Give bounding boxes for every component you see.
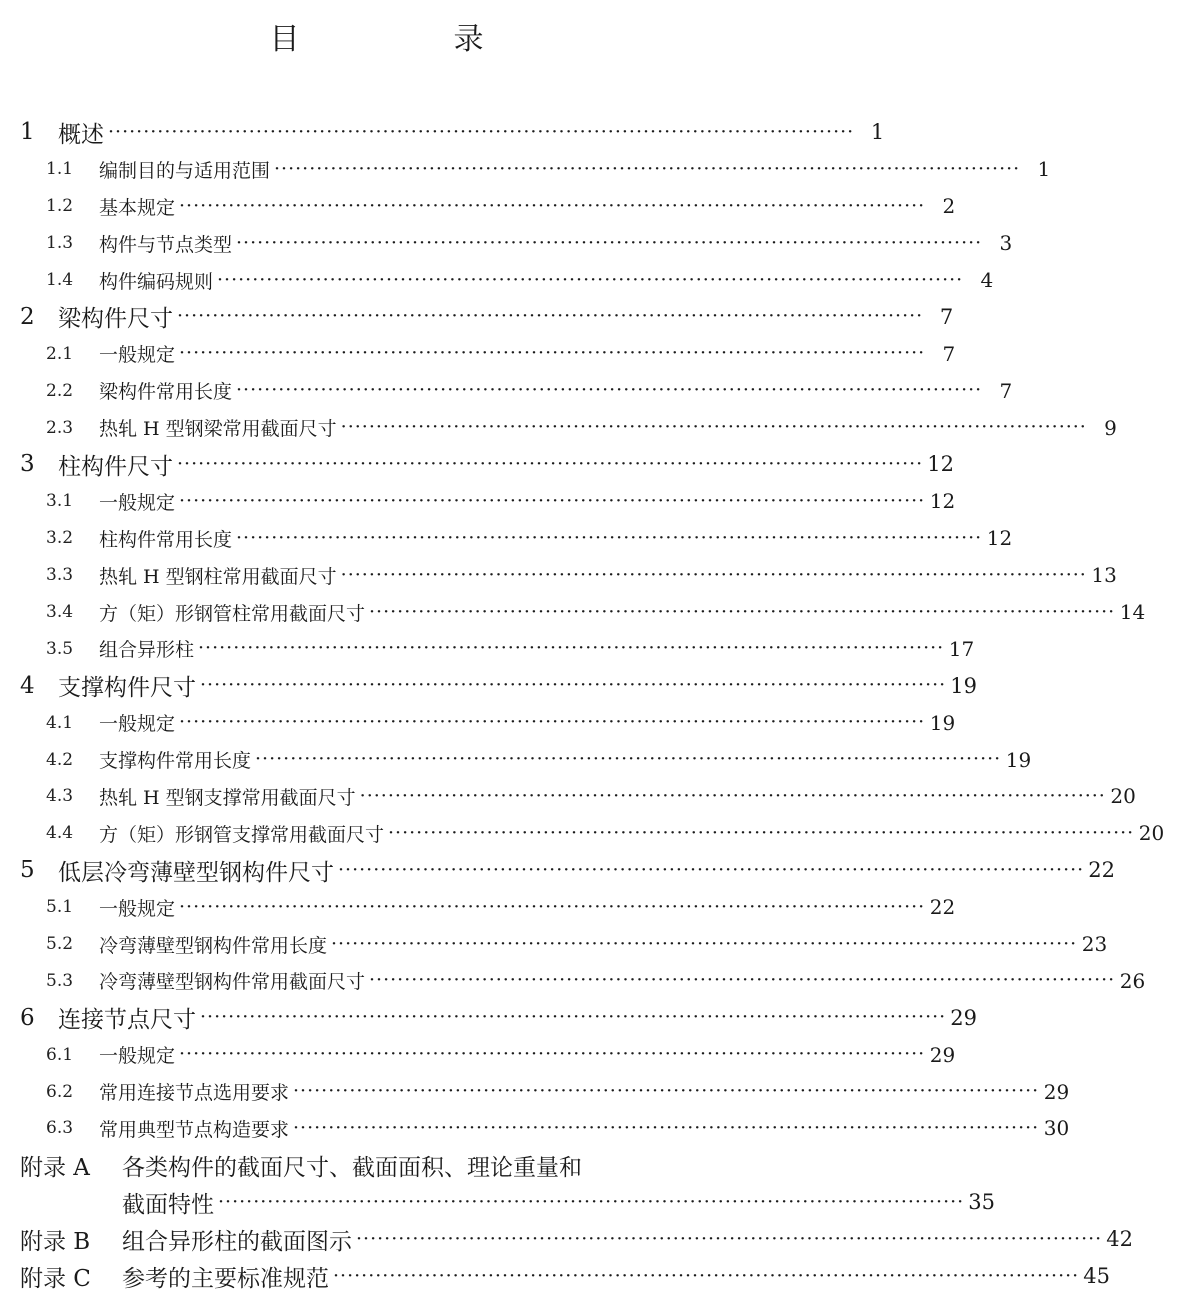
entry-page-number: 20: [1138, 821, 1165, 846]
toc-chapter-entry[interactable]: [0, 114, 885, 151]
dot-leader: ··········································································································: [217, 268, 964, 291]
entry-page-number: 7: [942, 341, 956, 366]
entry-number: 4.2: [46, 749, 74, 770]
dot-leader: ··········································································································: [218, 1190, 965, 1213]
dot-leader: ··········································································································: [369, 600, 1116, 623]
toc-section-entry[interactable]: [0, 815, 1165, 852]
dot-leader: ··········································································································: [179, 895, 926, 918]
entry-title: 一般规定: [99, 897, 176, 920]
toc-appendix-entry[interactable]: [0, 1221, 1133, 1258]
dot-leader: ··········································································································: [369, 969, 1116, 992]
entry-title: 方（矩）形钢管柱常用截面尺寸: [99, 602, 366, 625]
toc-section-entry[interactable]: [0, 889, 956, 926]
entry-number: 2.2: [46, 380, 74, 401]
dot-leader: ··········································································································: [198, 637, 945, 660]
entry-page-number: 19: [1005, 747, 1032, 772]
dot-leader: ··········································································································: [236, 526, 983, 549]
dot-leader: ··········································································································: [179, 489, 926, 512]
dot-leader: ··········································································································: [331, 932, 1078, 955]
entry-title: 各类构件的截面尺寸、截面面积、理论重量和: [122, 1154, 582, 1181]
entry-page-number: 22: [1088, 858, 1115, 883]
entry-page-number: 23: [1081, 932, 1108, 957]
entry-title: 组合异形柱的截面图示: [122, 1228, 352, 1255]
entry-number: 5.3: [46, 970, 74, 991]
entry-page-number: 29: [950, 1005, 977, 1030]
entry-page-number: 30: [1043, 1116, 1070, 1141]
toc-section-entry[interactable]: [0, 1073, 1070, 1110]
entry-page-number: 2: [942, 194, 956, 219]
entry-page-number: 17: [948, 636, 975, 661]
dot-leader: ··········································································································: [179, 194, 926, 217]
entry-number: 4.3: [46, 786, 74, 807]
entry-title: 一般规定: [99, 344, 176, 367]
toc-section-entry[interactable]: [0, 962, 1146, 999]
table-of-contents: [0, 114, 1165, 1295]
dot-leader: ··········································································································: [340, 416, 1087, 439]
entry-page-number: 7: [939, 304, 954, 329]
entry-page-number: 12: [927, 452, 954, 477]
dot-leader: ··········································································································: [255, 748, 1002, 771]
entry-number: 5.1: [46, 897, 74, 918]
dot-leader: ··········································································································: [293, 1080, 1040, 1103]
entry-number: 2.1: [46, 343, 74, 364]
entry-title: 连接节点尺寸: [58, 1007, 196, 1034]
entry-number: 1: [20, 119, 35, 146]
entry-number: 6.2: [46, 1081, 74, 1102]
toc-section-entry[interactable]: [0, 335, 956, 372]
entry-number: 3.3: [46, 565, 74, 586]
entry-page-number: 22: [929, 895, 956, 920]
entry-title: 热轧 H 型钢梁常用截面尺寸: [99, 418, 337, 441]
toc-section-entry[interactable]: [0, 409, 1117, 446]
entry-title: 冷弯薄壁型钢构件常用截面尺寸: [99, 971, 366, 994]
toc-section-entry[interactable]: [0, 225, 1013, 262]
entry-title: 柱构件尺寸: [58, 453, 173, 480]
toc-chapter-entry[interactable]: [0, 999, 977, 1036]
entry-page-number: 20: [1110, 784, 1136, 809]
entry-page-number: 1: [870, 120, 885, 145]
toc-section-entry[interactable]: [0, 262, 994, 299]
entry-number: 5.2: [46, 934, 74, 955]
dot-leader: ··········································································································: [274, 157, 1021, 180]
dot-leader: ··········································································································: [200, 674, 947, 697]
toc-section-entry[interactable]: [0, 557, 1117, 594]
entry-page-number: 35: [968, 1190, 995, 1215]
entry-title: 一般规定: [99, 491, 176, 514]
toc-chapter-entry[interactable]: [0, 852, 1115, 889]
entry-page-number: 26: [1119, 968, 1146, 993]
dot-leader: ··········································································································: [179, 711, 926, 734]
entry-page-number: 7: [999, 378, 1013, 403]
toc-section-entry[interactable]: [0, 188, 956, 225]
entry-page-number: 29: [929, 1042, 956, 1067]
entry-page-number: 4: [980, 268, 994, 292]
entry-title: 构件编码规则: [99, 270, 214, 293]
dot-leader: ··········································································································: [340, 563, 1087, 586]
entry-page-number: 45: [1083, 1264, 1110, 1289]
entry-page-number: 19: [950, 673, 977, 698]
entry-title: 支撑构件尺寸: [58, 675, 196, 702]
toc-section-entry[interactable]: [0, 483, 956, 520]
entry-page-number: 14: [1119, 600, 1146, 625]
entry-title: 组合异形柱: [99, 639, 195, 662]
entry-page-number: 12: [986, 526, 1013, 551]
dot-leader: ··········································································································: [356, 1227, 1103, 1250]
entry-number: 4: [20, 672, 35, 699]
toc-section-entry[interactable]: [0, 520, 1013, 557]
entry-title: 支撑构件常用长度: [99, 750, 252, 773]
toc-section-entry[interactable]: [0, 630, 975, 667]
toc-chapter-entry[interactable]: [0, 667, 977, 704]
toc-section-entry[interactable]: [0, 151, 1051, 188]
toc-section-entry[interactable]: [0, 778, 1136, 815]
entry-number: 3: [20, 451, 35, 478]
entry-title: 一般规定: [99, 1045, 176, 1068]
entry-title: 一般规定: [99, 713, 176, 736]
toc-appendix-entry-continuation[interactable]: [0, 1184, 995, 1221]
entry-page-number: 42: [1106, 1227, 1133, 1252]
page-title: 目 录: [269, 22, 546, 57]
entry-number: 3.2: [46, 528, 74, 549]
entry-title: 编制目的与适用范围: [99, 159, 271, 182]
entry-title: 冷弯薄壁型钢构件常用长度: [99, 934, 328, 957]
toc-appendix-entry[interactable]: [0, 1258, 1110, 1295]
entry-page-number: 13: [1091, 563, 1117, 588]
entry-number: 6.1: [46, 1044, 74, 1065]
entry-number: 1.4: [46, 270, 74, 290]
entry-page-number: 3: [999, 231, 1013, 256]
toc-appendix-entry[interactable]: [0, 1147, 753, 1184]
entry-page-number: 9: [1104, 415, 1117, 440]
toc-section-entry[interactable]: [0, 594, 1146, 631]
toc-section-entry[interactable]: [0, 372, 1013, 409]
entry-number: 6.3: [46, 1118, 74, 1139]
entry-number: 1.3: [46, 233, 74, 254]
entry-title: 截面特性: [122, 1191, 214, 1218]
dot-leader: ··········································································································: [388, 821, 1135, 844]
entry-number: 2: [20, 303, 35, 330]
dot-leader: ··········································································································: [177, 452, 924, 475]
toc-chapter-entry[interactable]: [0, 446, 954, 483]
toc-section-entry[interactable]: [0, 926, 1108, 963]
dot-leader: ··········································································································: [200, 1006, 947, 1029]
dot-leader: ··········································································································: [236, 231, 983, 254]
entry-title: 热轧 H 型钢柱常用截面尺寸: [99, 565, 337, 588]
entry-title: 参考的主要标准规范: [122, 1265, 329, 1292]
entry-number: 1.2: [46, 196, 74, 217]
entry-number: 附录 C: [20, 1265, 91, 1292]
entry-number: 4.4: [46, 823, 74, 844]
dot-leader: ··········································································································: [236, 379, 983, 402]
toc-chapter-entry[interactable]: [0, 298, 954, 335]
entry-number: 5: [20, 857, 35, 884]
entry-number: 3.5: [46, 638, 74, 659]
dot-leader: ··········································································································: [179, 1043, 926, 1066]
entry-number: 1.1: [46, 159, 74, 180]
entry-number: 3.4: [46, 602, 74, 623]
entry-title: 常用典型节点构造要求: [99, 1118, 290, 1141]
toc-section-entry[interactable]: [0, 704, 956, 741]
dot-leader: ··········································································································: [359, 784, 1106, 807]
entry-number: 4.1: [46, 712, 74, 733]
toc-section-entry[interactable]: [0, 1036, 956, 1073]
entry-title: 常用连接节点选用要求: [99, 1082, 290, 1105]
entry-number: 附录 A: [20, 1154, 90, 1181]
entry-page-number: 29: [1043, 1079, 1070, 1104]
entry-title: 梁构件尺寸: [58, 306, 173, 333]
dot-leader: ··········································································································: [108, 120, 855, 143]
entry-title: 基本规定: [99, 196, 176, 219]
entry-page-number: 1: [1037, 157, 1051, 182]
entry-page-number: 12: [929, 489, 956, 514]
dot-leader: ··········································································································: [177, 305, 924, 328]
toc-section-entry[interactable]: [0, 1110, 1070, 1147]
entry-title: 热轧 H 型钢支撑常用截面尺寸: [99, 786, 356, 809]
entry-title: 低层冷弯薄壁型钢构件尺寸: [58, 859, 334, 886]
dot-leader: ··········································································································: [293, 1116, 1040, 1139]
entry-title: 概述: [58, 121, 104, 148]
entry-number: 3.1: [46, 491, 74, 512]
entry-title: 柱构件常用长度: [99, 528, 233, 551]
entry-number: 2.3: [46, 417, 74, 438]
entry-number: 附录 B: [20, 1228, 91, 1255]
entry-title: 方（矩）形钢管支撑常用截面尺寸: [99, 823, 385, 846]
entry-title: 梁构件常用长度: [99, 381, 233, 404]
toc-section-entry[interactable]: [0, 741, 1032, 778]
dot-leader: ··········································································································: [338, 858, 1085, 881]
dot-leader: ··········································································································: [333, 1264, 1080, 1287]
entry-number: 6: [20, 1004, 35, 1031]
entry-page-number: 19: [929, 710, 956, 735]
entry-title: 构件与节点类型: [99, 233, 233, 256]
dot-leader: ··········································································································: [179, 342, 926, 365]
